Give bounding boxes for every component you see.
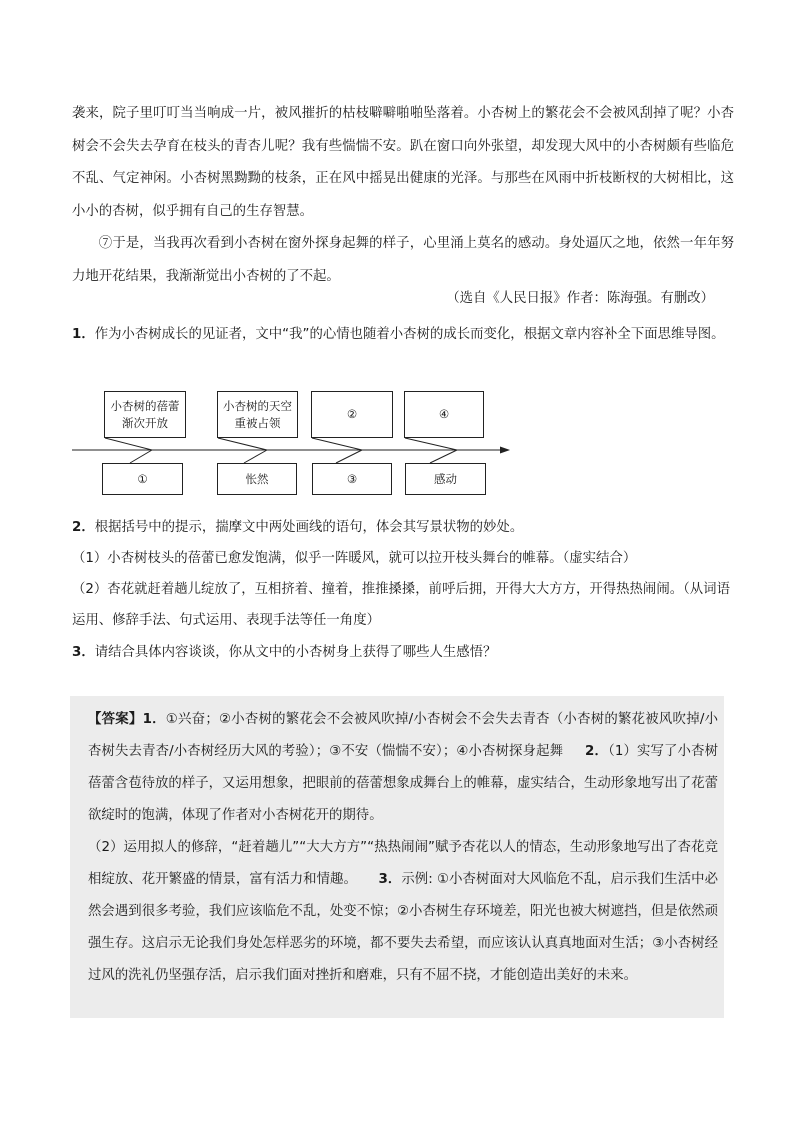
answer-box xyxy=(70,696,724,1018)
branch-line xyxy=(405,438,457,450)
mind-map-top-box-1: 小杏树的蓓蕾渐次开放 xyxy=(104,391,186,438)
answer-label: 【答案】 xyxy=(88,712,143,727)
passage-paragraph-7: ⑦于是，当我再次看到小杏树在窗外探身起舞的样子，心里涌上莫名的感动。身处逼仄之地，依然一年年努力地开花结果，我渐渐觉出小杏树的了不起。 xyxy=(72,236,734,284)
passage-source: （选自《人民日报》作者：陈海强。有删改） xyxy=(446,291,714,306)
reading-passage xyxy=(72,98,734,294)
mind-map-bottom-box-1: ① xyxy=(102,463,183,495)
branch-line xyxy=(430,450,457,463)
question-2-number: 2． xyxy=(72,520,95,535)
answer-2-part-1: （1）实写了小杏树蓓蕾含苞待放的样子，又运用想象，把眼前的蓓蕾想象成舞台上的帷幕，虚实结合，生动形象地写出了花蕾欲绽时的饱满，体现了作者对小杏树花开的期待。 xyxy=(88,744,718,823)
answer-3-number: 3． xyxy=(378,872,402,887)
question-2-sub-1: （1）小杏树枝头的蓓蕾已愈发饱满，似乎一阵暖风，就可以拉开枝头舞台的帷幕。（虚实结合） xyxy=(72,551,637,566)
branch-line xyxy=(105,438,152,450)
question-3-number: 3． xyxy=(72,645,95,660)
branch-line xyxy=(336,450,362,463)
mind-map-bottom-box-4: 感动 xyxy=(405,463,486,495)
mind-map-bottom-box-3: ③ xyxy=(312,463,392,495)
mind-map-arrow-icon xyxy=(500,447,510,454)
question-2 xyxy=(72,512,734,636)
question-3-text: 请结合具体内容谈谈，你从文中的小杏树身上获得了哪些人生感悟？ xyxy=(94,645,497,660)
question-2-text: 根据括号中的提示，揣摩文中两处画线的语句，体会其写景状物的妙处。 xyxy=(94,520,524,535)
branch-line xyxy=(130,450,152,463)
answer-2-number: 2． xyxy=(585,744,609,759)
mind-map-top-box-2: 小杏树的天空重被占领 xyxy=(217,391,298,438)
question-3 xyxy=(72,640,734,666)
answer-1: ①兴奋；②小杏树的繁花会不会被风吹掉/小杏树会不会失去青杏（小杏树的繁花被风吹掉/小杏树失去青杏/小杏树经历大风的考验）；③不安（惴惴不安）；④小杏树探身起舞 xyxy=(88,712,719,759)
fishbone-mind-map xyxy=(70,385,510,500)
mind-map-top-box-3: ② xyxy=(311,391,393,438)
answer-1-number: 1． xyxy=(142,712,166,727)
question-2-sub-2: （2）杏花就赶着趟儿绽放了，互相挤着、撞着，推推搡搡，前呼后拥，开得大大方方，开得热热闹闹。（从词语运用、修辞手法、句式运用、表现手法等任一角度） xyxy=(72,582,730,628)
branch-line xyxy=(218,438,267,450)
branch-line xyxy=(312,438,362,450)
question-1-number: 1． xyxy=(72,327,95,342)
branch-line xyxy=(244,450,267,463)
answer-3: 示例: ①小杏树面对大风临危不乱，启示我们生活中必然会遇到很多考验，我们应该临危不乱，处变不惊；②小杏树生存环境差，阳光也被大树遮挡，但是依然顽强生存。这启示无论我们身处怎样恶劣的环境，都不要失去希望，而应该认认真真地面对生活；③小杏树经过风的洗礼仍坚强存活，启示我们面对挫折和磨难，只有不屈不挠，才能创造出美好的未来。 xyxy=(88,872,718,983)
answer-2-part-2: （2）运用拟人的修辞，“赶着趟儿”“大大方方”“热热闹闹”赋予杏花以人的情态，生动形象地写出了杏花竞相绽放、花开繁盛的情景，富有活力和情趣。 xyxy=(88,840,718,887)
passage-paragraph-6: 袭来，院子里叮叮当当响成一片，被风摧折的枯枝噼噼啪啪坠落着。小杏树上的繁花会不会被风刮掉了呢？小杏树会不会失去孕育在枝头的青杏儿呢？我有些惴惴不安。趴在窗口向外张望，却发现大风中的小杏树颇有些临危不乱、气定神闲。小杏树黑黝黝的枝条，正在风中摇晃出健康的光泽。与那些在风雨中折枝断杈的大树相比，这小小的杏树，似乎拥有自己的生存智慧。 xyxy=(72,106,734,219)
mind-map-bottom-box-2: 怅然 xyxy=(217,463,297,495)
mind-map-top-box-4: ④ xyxy=(404,391,484,438)
question-1-text: 作为小杏树成长的见证者，文中“我”的心情也随着小杏树的成长而变化，根据文章内容补全下面思维导图。 xyxy=(94,327,725,342)
question-1 xyxy=(72,322,734,348)
